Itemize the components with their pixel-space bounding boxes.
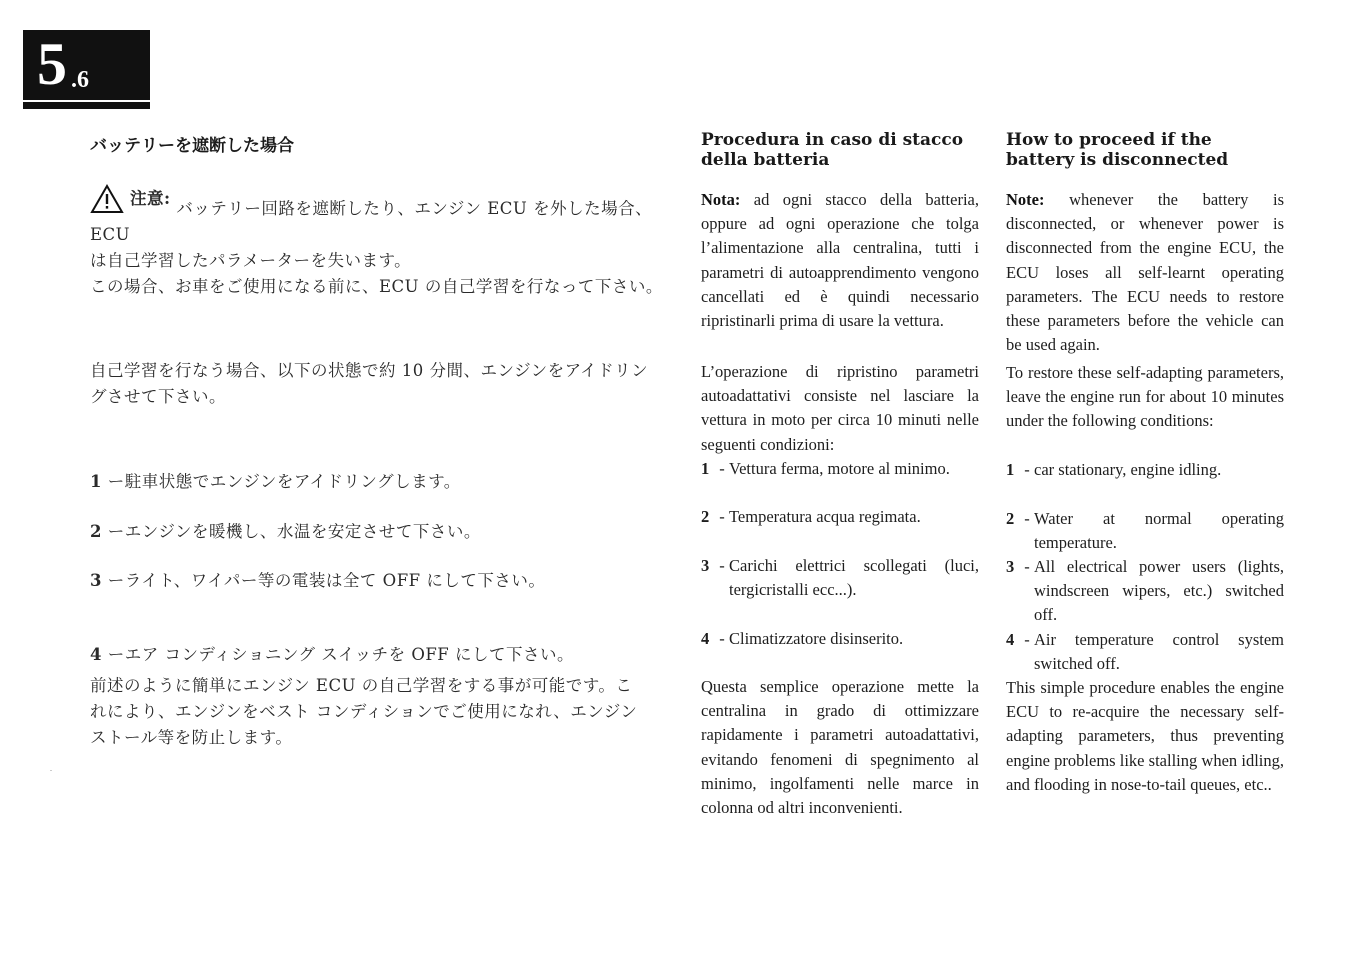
note-text: whenever the battery is disconnected, or whenever power is disconnected from the engine ECU, the ECU loses all self-learnt operating parameters. The ECU needs to restore these parameters before the vehicle can be used again. <box>1006 190 1285 355</box>
step-text: ーエンジンを暖機し、水温を安定させて下さい。 <box>107 521 481 541</box>
english-intro: To restore these self-adapting parameters, leave the engine run for about 10 minutes under the following conditions: <box>1006 363 1284 431</box>
italian-note <box>701 188 979 333</box>
step-number: 2 <box>90 521 102 541</box>
section-major: 5 <box>37 31 67 97</box>
japanese-step-2 <box>90 519 675 545</box>
step-text: Air temperature control system switched off. <box>1034 630 1284 674</box>
section-minor: .6 <box>71 67 89 93</box>
english-column <box>1006 130 1285 794</box>
english-step-3: 3 - All electrical power users (lights, windscreen wipers, etc.) switched off. <box>1006 555 1284 628</box>
italian-step-1: 1 - Vettura ferma, motore al minimo. <box>701 457 979 481</box>
step-number: 2 <box>701 507 710 526</box>
step-number: 4 <box>90 644 102 664</box>
warning-triangle-icon <box>90 184 124 214</box>
japanese-step-3 <box>90 568 675 594</box>
step-text: Water at normal operating temperature. <box>1034 509 1284 553</box>
warning-text-line-2: は自己学習したパラメーターを失います。 <box>90 251 412 270</box>
step-number: 2 <box>1006 509 1015 528</box>
english-heading: How to proceed if the battery is disconnected <box>1006 130 1229 170</box>
note-label: Note: <box>1006 190 1045 209</box>
closing-line-1: 前述のように簡単にエンジン ECU の自己学習をする事が可能です。こ <box>90 676 633 695</box>
italian-intro: L’operazione di ripristino parametri autoadattativi consiste nel lasciare la vettura in moto per circa 10 minuti nelle seguenti condizioni: <box>701 362 979 454</box>
step-text: ーライト、ワイパー等の電装は全て OFF にして下さい。 <box>107 570 546 590</box>
intro-line-1: 自己学習を行なう場合、以下の状態で約 10 分間、エンジンをアイドリン <box>90 361 649 380</box>
margin-mark <box>50 770 52 771</box>
italian-step-4: 4 - Climatizzatore disinserito. <box>701 627 979 651</box>
step-text: ー駐車状態でエンジンをアイドリングします。 <box>107 471 461 491</box>
english-closing: This simple procedure enables the engine ECU to re-acquire the necessary self-adapting parameters, thus preventing engine problems like stalling when idling, and flooding in nose-to-tail queues, etc.. <box>1006 678 1284 794</box>
step-number: 3 <box>1006 557 1015 576</box>
step-text: All electrical power users (lights, windscreen wipers, etc.) switched off. <box>1034 557 1284 625</box>
step-number: 1 <box>1006 460 1015 479</box>
japanese-heading: バッテリーを遮断した場合 <box>90 136 294 156</box>
step-number: 4 <box>1006 630 1015 649</box>
japanese-warning <box>90 184 675 300</box>
japanese-step-4 <box>90 642 675 668</box>
italian-step-3: 3 - Carichi elettrici scollegati (luci, tergicristalli ecc...). <box>701 554 979 602</box>
intro-line-2: グさせて下さい。 <box>90 387 226 406</box>
step-text: Vettura ferma, motore al minimo. <box>729 459 950 478</box>
english-step-4: 4 - Air temperature control system switched off. <box>1006 628 1284 676</box>
english-step-2: 2 - Water at normal operating temperature. <box>1006 507 1284 555</box>
italian-heading: Procedura in caso di stacco della batteria <box>701 130 964 170</box>
step-number: 3 <box>701 556 710 575</box>
step-number: 1 <box>701 459 710 478</box>
italian-closing: Questa semplice operazione mette la centralina in grado di ottimizzare rapidamente i parametri autoadattativi, evitando fenomeni di spegnimento al minimo, ingolfamenti nelle marce in colonna od altri inconvenienti. <box>701 677 979 818</box>
closing-line-3: ストール等を防止します。 <box>90 728 293 747</box>
step-text: Carichi elettrici scollegati (luci, tergicristalli ecc...). <box>729 556 979 600</box>
step-text: car stationary, engine idling. <box>1034 460 1222 479</box>
japanese-closing <box>90 673 675 751</box>
step-text: Climatizzatore disinserito. <box>729 629 904 648</box>
warning-text-line-3: この場合、お車をご使用になる前に、ECU の自己学習を行なって下さい。 <box>90 277 663 296</box>
step-number: 3 <box>90 570 102 590</box>
note-text: ad ogni stacco della batteria, oppure ad ogni operazione che tolga l’alimentazione alla centralina, tutti i parametri di autoapprendimento vengono cancellati ed è quindi necessario ripristinarli prima di usare la vettura. <box>701 190 979 331</box>
english-note <box>1006 188 1284 357</box>
note-label: Nota: <box>701 190 741 209</box>
japanese-intro <box>90 358 675 410</box>
step-number: 4 <box>701 629 710 648</box>
closing-line-2: れにより、エンジンをベスト コンディションでご使用になれ、エンジン <box>90 702 638 721</box>
step-text: ーエア コンディショニング スイッチを OFF にして下さい。 <box>107 644 574 664</box>
step-text: Temperatura acqua regimata. <box>729 507 921 526</box>
english-step-1: 1 - car stationary, engine idling. <box>1006 458 1284 482</box>
warning-label: 注意: <box>130 189 171 208</box>
step-number: 1 <box>90 471 102 491</box>
section-divider <box>23 102 150 109</box>
warning-text-line-1: バッテリー回路を遮断したり、エンジン ECU を外した場合、ECU <box>90 199 653 244</box>
section-number-badge <box>23 30 150 100</box>
italian-column <box>701 130 979 818</box>
japanese-step-1 <box>90 469 675 495</box>
italian-step-2: 2 - Temperatura acqua regimata. <box>701 505 979 529</box>
warning-marker <box>90 184 171 214</box>
